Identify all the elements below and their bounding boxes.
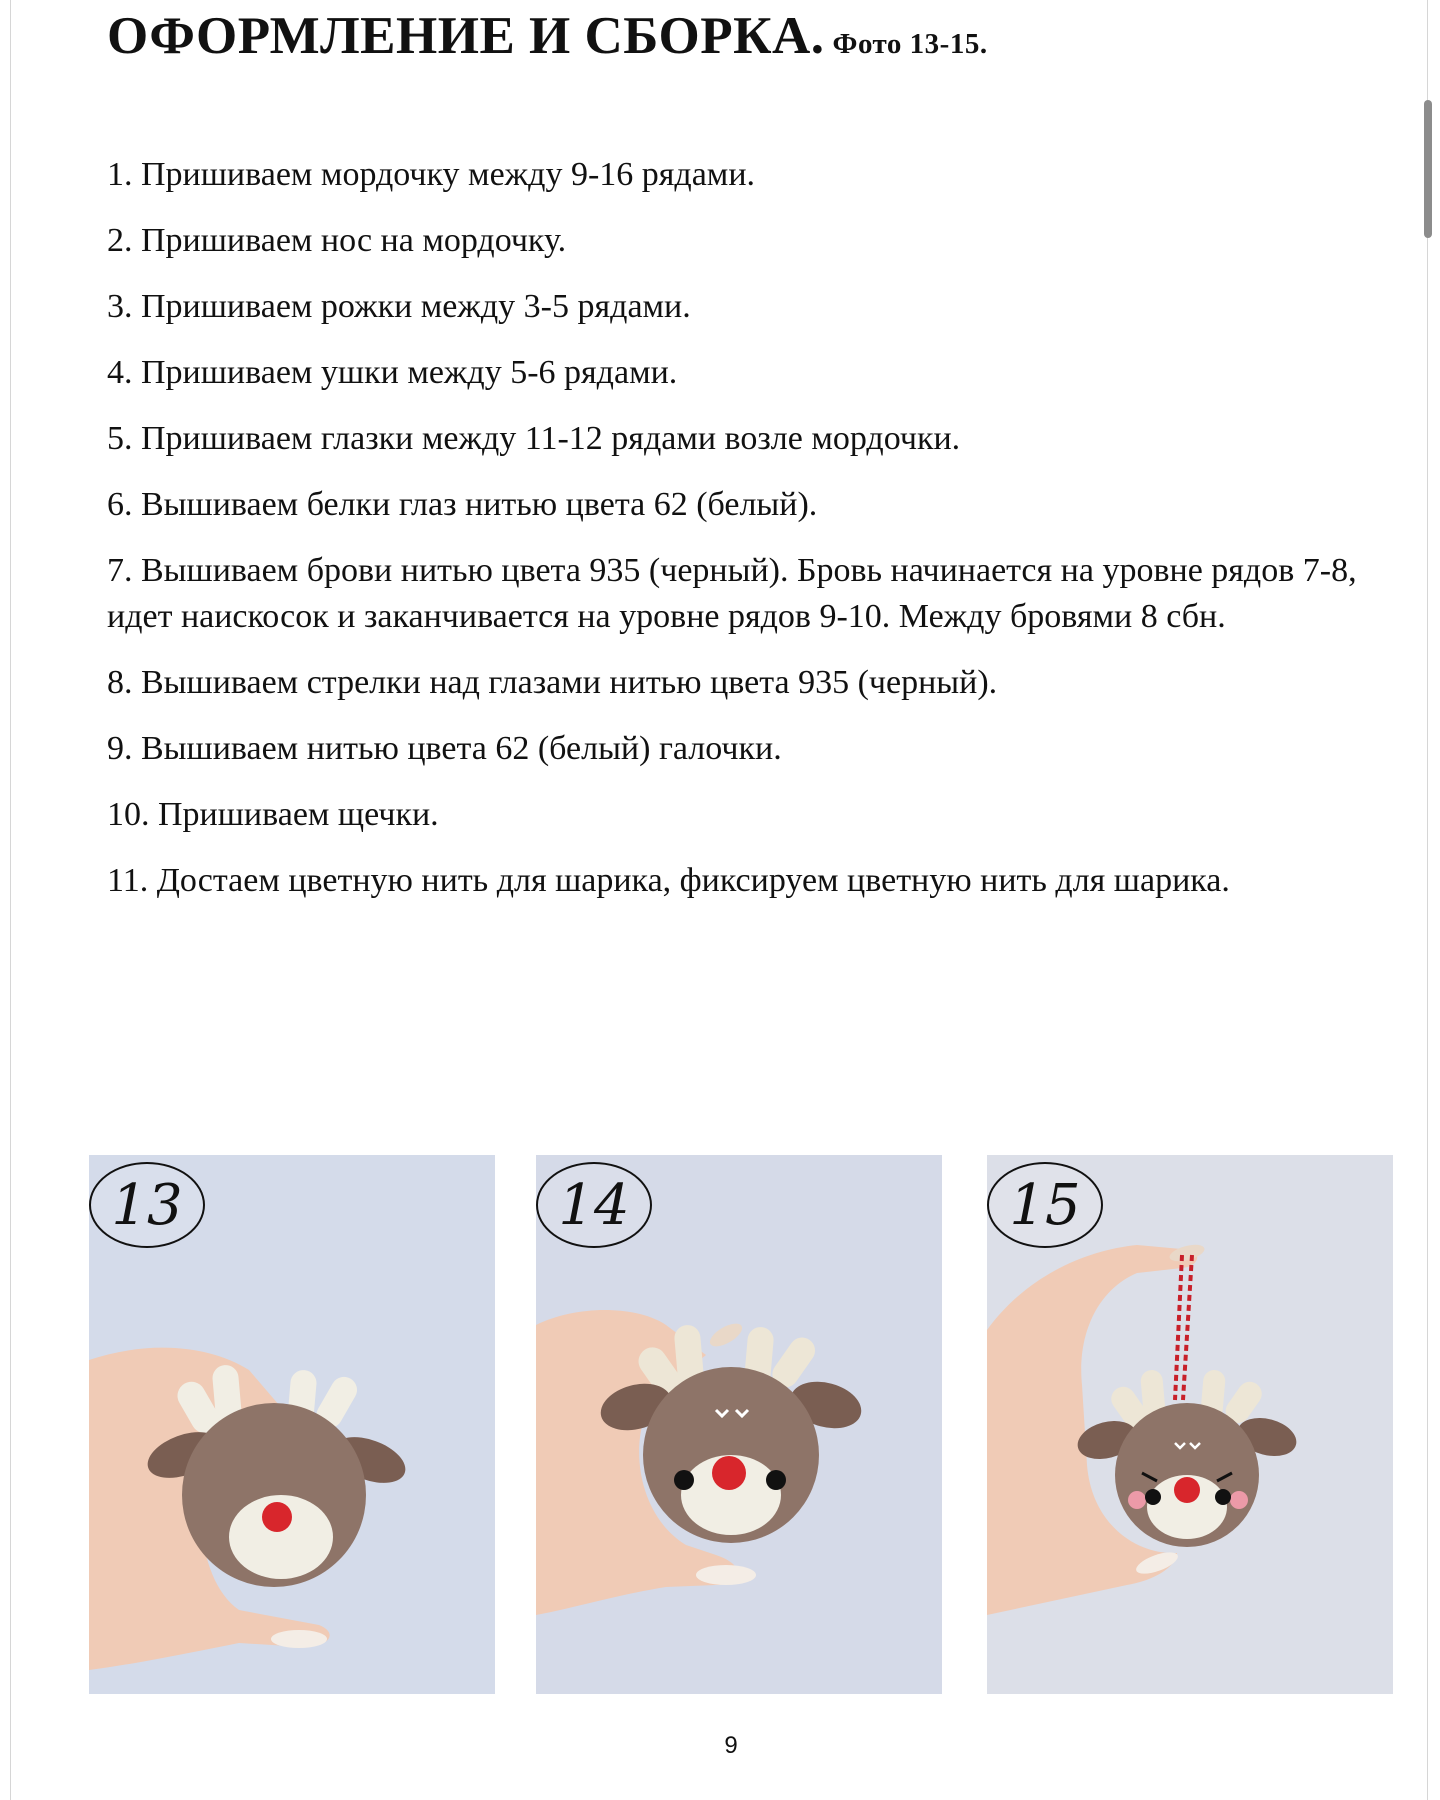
- step-item: 2. Пришиваем нос на мордочку.: [107, 222, 567, 259]
- photo-number-badge: 13: [89, 1162, 205, 1248]
- step-item: 10. Пришиваем щечки.: [107, 796, 439, 833]
- page-number: 9: [724, 1732, 738, 1759]
- photo-strip: [89, 1155, 1393, 1695]
- step-item: 9. Вышиваем нитью цвета 62 (белый) галочки.: [107, 730, 782, 767]
- photo-reference: Фото 13-15.: [832, 28, 988, 60]
- step-item: 7. Вышиваем брови нитью цвета 935 (черный). Бровь начинается на уровне рядов 7-8, идет наискосок и заканчивается на уровне рядов 9-10. Между бровями 8 сбн.: [107, 552, 1357, 635]
- instruction-list: [107, 152, 1367, 924]
- photo-15: [987, 1155, 1393, 1694]
- photo-13: [89, 1155, 495, 1694]
- photo-number-badge: 14: [536, 1162, 652, 1248]
- step-item: 4. Пришиваем ушки между 5-6 рядами.: [107, 354, 678, 391]
- document-page: [10, 0, 1428, 1800]
- photo-number-badge: 15: [987, 1162, 1103, 1248]
- step-item: 5. Пришиваем глазки между 11-12 рядами возле мордочки.: [107, 420, 961, 457]
- step-item: 6. Вышиваем белки глаз нитью цвета 62 (белый).: [107, 486, 818, 523]
- page-title: [107, 4, 988, 76]
- step-item: 1. Пришиваем мордочку между 9-16 рядами.: [107, 156, 756, 193]
- photo-14: [536, 1155, 942, 1694]
- step-item: 8. Вышиваем стрелки над глазами нитью цвета 935 (черный).: [107, 664, 998, 701]
- title-text: ОФОРМЛЕНИЕ И СБОРКА.: [107, 7, 825, 65]
- step-item: 3. Пришиваем рожки между 3-5 рядами.: [107, 288, 691, 325]
- step-item: 11. Достаем цветную нить для шарика, фиксируем цветную нить для шарика.: [107, 862, 1230, 899]
- scrollbar-thumb[interactable]: [1424, 100, 1432, 238]
